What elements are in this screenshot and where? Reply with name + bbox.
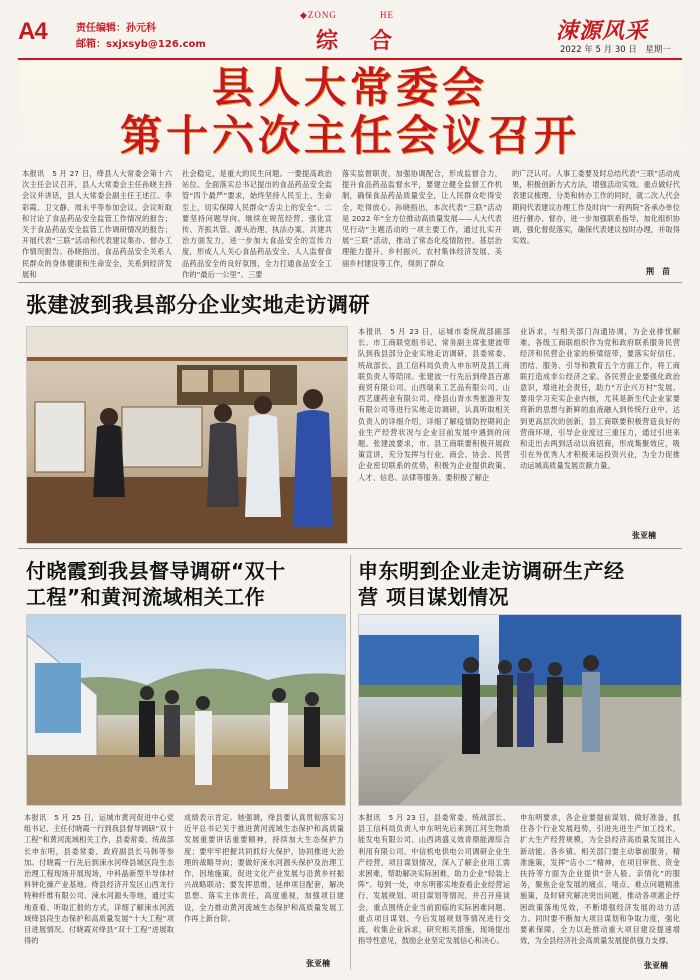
editor-label: 责任编辑：孙元科: [76, 23, 156, 34]
article1-byline: 荆 苗: [646, 267, 670, 276]
divider-1: [18, 282, 682, 283]
section-title-left: 综: [316, 28, 339, 54]
article1-column-4: 的广泛认可。人事工委要及时总结代表“三联”活动成果，积极创新方式方法，增强活动实效。重点做好代表建议梳理、分类和转办工作的同时，就二次人代会期间代表建议办理工作及时向“一府两院”各承办单位进行催办、督办，进一步加强联系指导，加化组织协调，强化督促落实，确保代表建议按时办理，并取得实效。: [512, 169, 680, 246]
section-pinyin-left: ◆ZONG: [300, 10, 337, 20]
page-number: A4: [18, 18, 47, 45]
divider-2: [18, 548, 682, 549]
exhibition-visit-image: [27, 327, 347, 543]
article3-column-1: 本报讯 5 月 25 日，运城市黄河促进中心党组书记、主任付晓霞一行到我县督导调研“双十工程”和黄河流域相关工作，县委常委、统战部长申东明，县委常委、政府副县长马韩等参加。付晓霞一行先后到涑水河绛县城区段生态治理工程现场开展现场，中科晶新型半导体材料钟化操产业基地、绛县经济开发区山西龙行特种纤维有限公司、涑水河源头等地，通过实地查看、听取汇报的方式，详细了解涑水河流域绛县段生态保护和高质量发展“十大工程”项目进展情况。付晓霞对绛县“双十工程”进展取得的: [24, 813, 174, 946]
issue-date: 2022 年 5 月 30 日 星期一: [560, 45, 671, 55]
article2-headline: 张建波到我县部分企业实地走访调研: [26, 293, 370, 317]
article3-headline-1: 付晓霞到我县督导调研“双十: [26, 559, 286, 583]
article2-photo: [26, 326, 348, 544]
section-pinyin-right: HE: [380, 10, 394, 20]
article3-headline-2: 工程”和黄河流域相关工作: [26, 585, 266, 609]
article2-column-2: 业诉求，与相关部门沟通协调，为企业排忧解难。各级工商联组织作为党和政府联系服务民营经济和民营企业家的桥梁纽带，要落实好信任、团结、服务、引导和教育五个方面工作，将工商联打造成非公经济之家。各民营企业要强化政治意识，增进社会责任，助力“万企兴万村”发展。要用学习充实企业内核，尤其是新生代企业家要将新的思想与新鲜的血液融入到传统行业中，达到更高层次的创新，县工商联要积极营造良好的营商环境，引导企业度过三重压力，通过引进来和走出去两到活动以商招商，形成集聚效应，吸引在外优秀人才积极来运投资兴业，为全力促推动运城高质量发展贡献力量。: [520, 327, 680, 471]
article4-photo: [358, 614, 682, 806]
article3-photo: [26, 614, 346, 806]
article3-column-2: 成绩表示肯定。她强调，绛县要认真贯彻落实习近平总书记关于推进黄河流域生态保护和高质量发展重要讲话重要精神，持续加大生态保护力度；要牢牢把握共同抓好大保护，协同推进大治理的战略导向；要做好涑水河源头保护及治理工作，因地施策，促进文化产业发展与沿黄乡村振兴战略联动；要发挥思维，延伸项目配套，解决思想、落实主体责任，高度重视，加强项目建设，全力推动黄河流域生态保护和高质量发展工作再上新台阶。: [184, 813, 344, 923]
riverside-inspection-image: [27, 615, 345, 805]
article2-column-1: 本报讯 5 月 23 日，运城市委统战部副部长、市工商联党组书记、常务副主席张建波带队到我县部分企业实地走访调研，县委常委、统战部长、县工信科局负责人申东明及县工商联负责人等陪同。张建波一行先后到绛县百惠商贸有限公司、山西瑞来工艺品有限公司、山西艺康药业有限公司、绛县山青水秀旅游开发有限公司等进行实地走访调研，认真听取相关负责人的详细介绍，详细了解疫情防控期间企业生产经营状况与企业目前发展中遇到的问题。张建波要求，市、县工商联要积极开展政策宣讲，充分发挥与行业，商会、协会、民营企业密切联系的优势，积极为企业提供政策、人才、信息、法律等服务。要积极了解企: [358, 327, 510, 482]
article4-headline-1: 申东明到企业走访调研生产经: [358, 559, 625, 583]
column-divider: [350, 555, 351, 970]
article3-byline: 张亚楠: [306, 959, 330, 968]
section-title-right: 合: [370, 28, 393, 54]
masthead-rule: [18, 58, 682, 60]
dot-icon: ◆: [300, 10, 308, 20]
email-label: 邮箱：sxjxsyb@126.com: [76, 39, 206, 50]
article4-headline-2: 营 项目谋划情况: [358, 585, 509, 609]
article1-column-2: 社会稳定，是重大的民生问题。一要提高政治站位。全面落实总书记提出的食品药品安全监管“四个最严”要求，始终坚持人民至上、生命至上，切实保障人民群众“舌尖上的安全”。二要坚持问题导向。继续在规范经营、强化宣传、齐抓共管、源头治理、执法办案、共建共治方面发力，进一步加大食品安全的宣传力度，形成人人关心食品药品安全、人人监督食品药品安全的良好氛围，全力打通食品安全工作的“最后一公里”。三要: [182, 169, 332, 278]
paper-logo: 涑源风采: [556, 18, 649, 44]
article4-byline: 张亚楠: [644, 961, 668, 970]
article1-column-1: 本报讯 5 月 27 日，绛县人大常委会第十六次主任会议召开，县人大常委会主任孙晓主持会议并讲话，县人大常委会副主任王述江、李彩霞、卫文静、周永平等参加会议。会议听取和讨论了食品药品安全监管工作情况的报告；关于食品药品安全监管工作调研情况的报告；开展代表“三联”活动和代表建议集办、督办工作情况报告。孙晓指出，食品药品安全关系人民群众的身体健康和生命安全，关系到经济发展和: [22, 169, 172, 278]
article1-column-3: 落实监督职责，加强协调配合，形成监督合力，提升食品药品监督水平，要建立健全监督工作机制，确保食品药品质量安全，让人民群众吃得安全、吃得放心。孙晓指出，本次代表“三联”活动是 2022 年“全方位推动高质量发展——人大代表见行动”主题活动的一项主要工作，通过扎实开展“三联”活动，推动了常态化疫情防控、基层治理能力提升、乡村振兴、农村集体经济发展、美丽乡村建设等工作，得到了群众: [342, 169, 502, 268]
article4-column-2: 申东明要求，各企业要提前谋划、做好准备，抓住各个行业发展趋势，引进先进生产加工技术，扩大生产经营规模，为全县经济高质量发展注入新动能。各乡镇、相关部门要主动靠前服务，精准施策，发挥“店小二”精神，在项目审批、资金扶持等方面为企业提供“奈人般、亲情化”的服务，聚焦企业发展的痛点、堵点、难点问题精准施策，及时研究解决突出问题，推动各项惠企纾困政策落地见效，不断增强经济发展的动力活力。同时要不断加大项目谋划和争取力度，强化要素保障，全力以赴推动重大项目建设提速增效，为全县经济社会高质量发展提供强力支撑。: [520, 813, 680, 946]
article1-headline-2: 第十六次主任会议召开: [119, 111, 580, 160]
factory-visit-image: [359, 615, 681, 805]
article2-byline: 张亚楠: [632, 531, 656, 540]
article1-headline-1: 县人大常委会: [211, 63, 488, 112]
article4-column-1: 本报讯 5 月 23 日，县委常委、统战部长、县工信科局负责人申东明先后来到江河生物质能发电有限公司、山西鸿盛义效青鼎能源综合利用有限公司、中信机电供电公司调研企业生产经营，项目谋划情况，深入了解企业用工需求困难，帮助解决实际困难，助力企业“轻装上阵”。每到一处，申东明都实地查看企业经营运行、发展规划、项目谋划等情况，并召开座谈会，重点围绕企业当前面临的实际困难问题、重点项目谋划、今后发展规划等情况进行交流，收集企业诉求，研究相关措施，现场提出指导性意见，鼓励企业坚定发展信心和决心。: [358, 813, 510, 946]
